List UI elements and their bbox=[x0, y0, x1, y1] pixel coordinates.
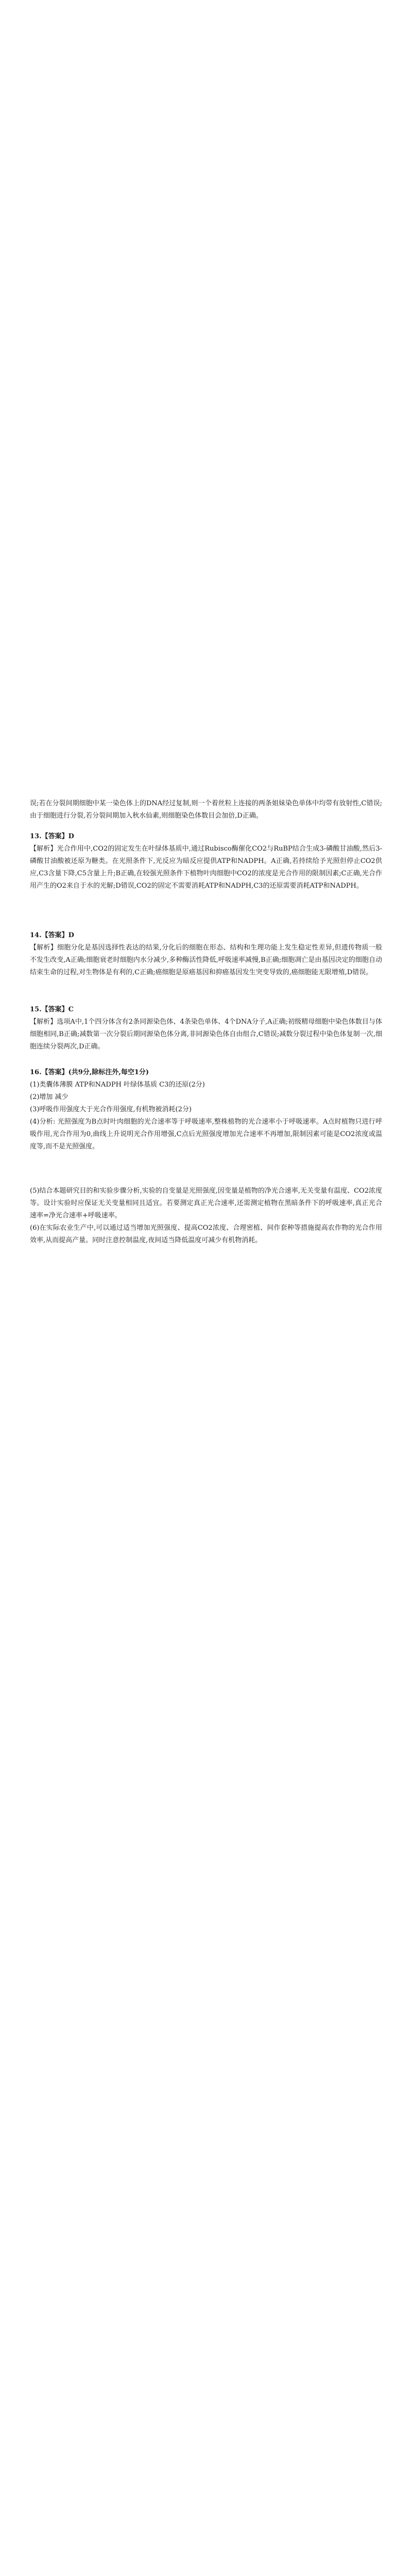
q15-analysis: 【解析】选项A中,1个四分体含有2条同源染色体、4条染色单体、4个DNA分子,A正确;初级精母细胞中染色体数目与体细胞相同,B正确;减数第一次分裂后期同源染色体分离,非同源染色体自由组合,C错误;减数分裂过程中染色体复制一次,细胞连续分裂两次,D正确。 bbox=[30, 1018, 382, 1050]
question-16 bbox=[30, 1066, 382, 1153]
question-13 bbox=[30, 831, 382, 892]
question-15 bbox=[30, 1004, 382, 1053]
q13-analysis: 【解析】光合作用中,CO2的固定发生在叶绿体基质中,通过Rubisco酶催化CO2与RuBP结合生成3-磷酸甘油酸,然后3-磷酸甘油酸被还原为糖类。在光照条件下,光反应为暗反应提供ATP和NADPH。A正确,若持续给予光照但停止CO2供应,C3含量下降,C5含量上升;B正确,在较强光照条件下植物叶肉细胞中CO2的浓度是光合作用的限制因素;C正确,光合作用产生的O2来自于水的光解;D错误,CO2的固定不需要消耗ATP和NADPH,C3的还原需要消耗ATP和NADPH。 bbox=[30, 845, 382, 890]
intro-paragraph bbox=[30, 798, 382, 822]
question-16-continued bbox=[30, 1185, 382, 1247]
q14-analysis: 【解析】细胞分化是基因选择性表达的结果,分化后的细胞在形态、结构和生理功能上发生稳定性差异,但遗传物质一般不发生改变,A正确;细胞衰老时细胞内水分减少,多种酶活性降低,呼吸速率减慢,B正确;细胞凋亡是由基因决定的细胞自动结束生命的过程,对生物体是有利的,C正确;癌细胞是原癌基因和抑癌基因发生突变导致的,癌细胞能无限增殖,D错误。 bbox=[30, 944, 382, 976]
q16-sub1: (1)类囊体薄膜 ATP和NADPH 叶绿体基质 C3的还原(2分) bbox=[30, 1081, 205, 1089]
q17-analysis2: (6)在实际农业生产中,可以通过适当增加光照强度、提高CO2浓度、合理密植、间作套种等措施提高农作物的光合作用效率,从而提高产量。同时注意控制温度,夜间适当降低温度可减少有机物消耗。 bbox=[30, 1224, 382, 1244]
q14-answer: 14.【答案】D bbox=[30, 931, 74, 939]
q17-analysis: (5)结合本题研究目的和实验步骤分析,实验的自变量是光照强度,因变量是植物的净光合速率,无关变量有温度、CO2浓度等。设计实验时应保证无关变量相同且适宜。若要测定真正光合速率,还需测定植物在黑暗条件下的呼吸速率,真正光合速率=净光合速率+呼吸速率。 bbox=[30, 1187, 382, 1219]
q16-sub2: (2)增加 减少 bbox=[30, 1093, 68, 1101]
q16-sub4: (4)分析: 光照强度为B点时叶肉细胞的光合速率等于呼吸速率,整株植物的光合速率小于呼吸速率。A点时植物只进行呼吸作用,光合作用为0,曲线上升说明光合作用增强,C点后光照强度增加光合速率不再增加,限制因素可能是CO2浓度或温度等,而不是光照强度。 bbox=[30, 1118, 382, 1150]
intro-text: 误;若在分裂间期细胞中某一染色体上的DNA经过复制,则一个着丝粒上连接的两条姐妹染色单体中均带有放射性,C错误;由于细胞进行分裂,若分裂间期加入秋水仙素,则细胞染色体数目会加倍,D正确。 bbox=[30, 800, 382, 820]
q16-sub3: (3)呼吸作用强度大于光合作用强度,有机物被消耗(2分) bbox=[30, 1106, 192, 1113]
q15-answer: 15.【答案】C bbox=[30, 1006, 74, 1013]
q13-answer: 13.【答案】D bbox=[30, 833, 74, 840]
question-14 bbox=[30, 929, 382, 979]
q16-answer: 16.【答案】(共9分,除标注外,每空1分) bbox=[30, 1069, 149, 1076]
